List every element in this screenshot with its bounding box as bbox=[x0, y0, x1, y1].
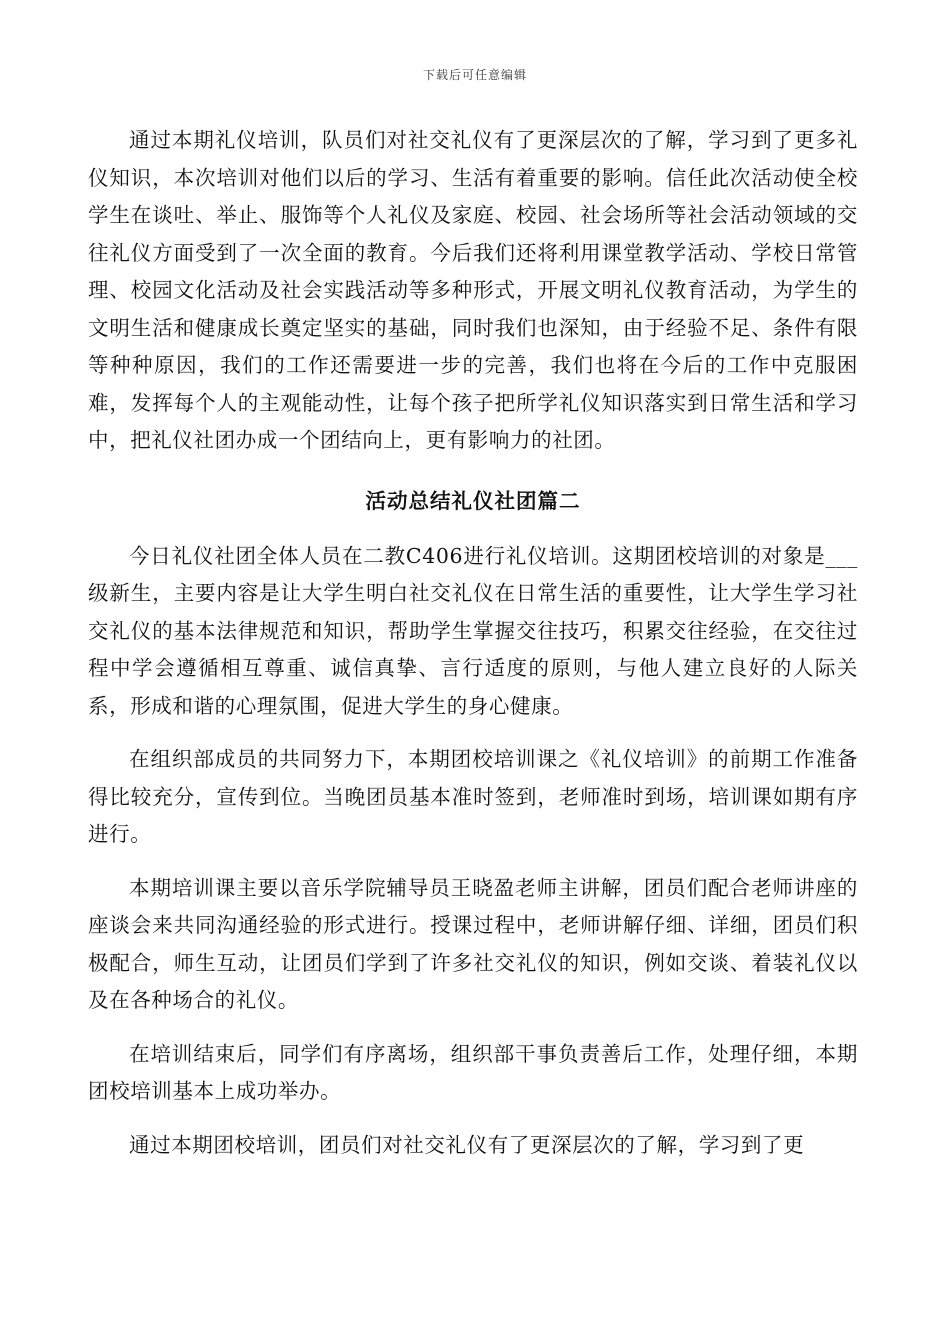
paragraph: 今日礼仪社团全体人员在二教C406进行礼仪培训。这期团校培训的对象是___级新生，主要内容是让大学生明白社交礼仪在日常生活的重要性，让大学生学习社交礼仪的基本法律规范和知识，帮助学生掌握交往技巧，积累交往经验，在交往过程中学会遵循相互尊重、诚信真挚、言行适度的原则，与他人建立良好的人际关系，形成和谐的心理氛围，促进大学生的身心健康。 bbox=[88, 543, 858, 718]
paragraph: 在培训结束后，同学们有序离场，组织部干事负责善后工作，处理仔细，本期团校培训基本上成功举办。 bbox=[88, 1041, 858, 1103]
document-body bbox=[88, 122, 858, 1164]
page-header-note: 下载后可任意编辑 bbox=[422, 68, 527, 82]
paragraph: 本期培训课主要以音乐学院辅导员王晓盈老师主讲解，团员们配合老师讲座的座谈会来共同沟通经验的形式进行。授课过程中，老师讲解仔细、详细，团员们积极配合，师生互动，让团员们学到了许多社交礼仪的知识，例如交谈、着装礼仪以及在各种场合的礼仪。 bbox=[88, 875, 858, 1012]
paragraph: 通过本期团校培训，团员们对社交礼仪有了更深层次的了解，学习到了更 bbox=[129, 1132, 805, 1157]
paragraph: 通过本期礼仪培训，队员们对社交礼仪有了更深层次的了解，学习到了更多礼仪知识，本次培训对他们以后的学习、生活有着重要的影响。信任此次活动使全校学生在谈吐、举止、服饰等个人礼仪及家庭、校园、社会场所等社会活动领域的交往礼仪方面受到了一次全面的教育。今后我们还将利用课堂教学活动、学校日常管理、校园文化活动及社会实践活动等多种形式，开展文明礼仪教育活动，为学生的文明生活和健康成长奠定坚实的基础，同时我们也深知，由于经验不足、条件有限等种种原因，我们的工作还需要进一步的完善，我们也将在今后的工作中克服困难，发挥每个人的主观能动性，让每个孩子把所学礼仪知识落实到日常生活和学习中，把礼仪社团办成一个团结向上，更有影响力的社团。 bbox=[88, 128, 858, 452]
paragraph: 在组织部成员的共同努力下，本期团校培训课之《礼仪培训》的前期工作准备得比较充分，宣传到位。当晚团员基本准时签到，老师准时到场，培训课如期有序进行。 bbox=[88, 747, 858, 846]
section-heading: 活动总结礼仪社团篇二 bbox=[365, 488, 581, 513]
